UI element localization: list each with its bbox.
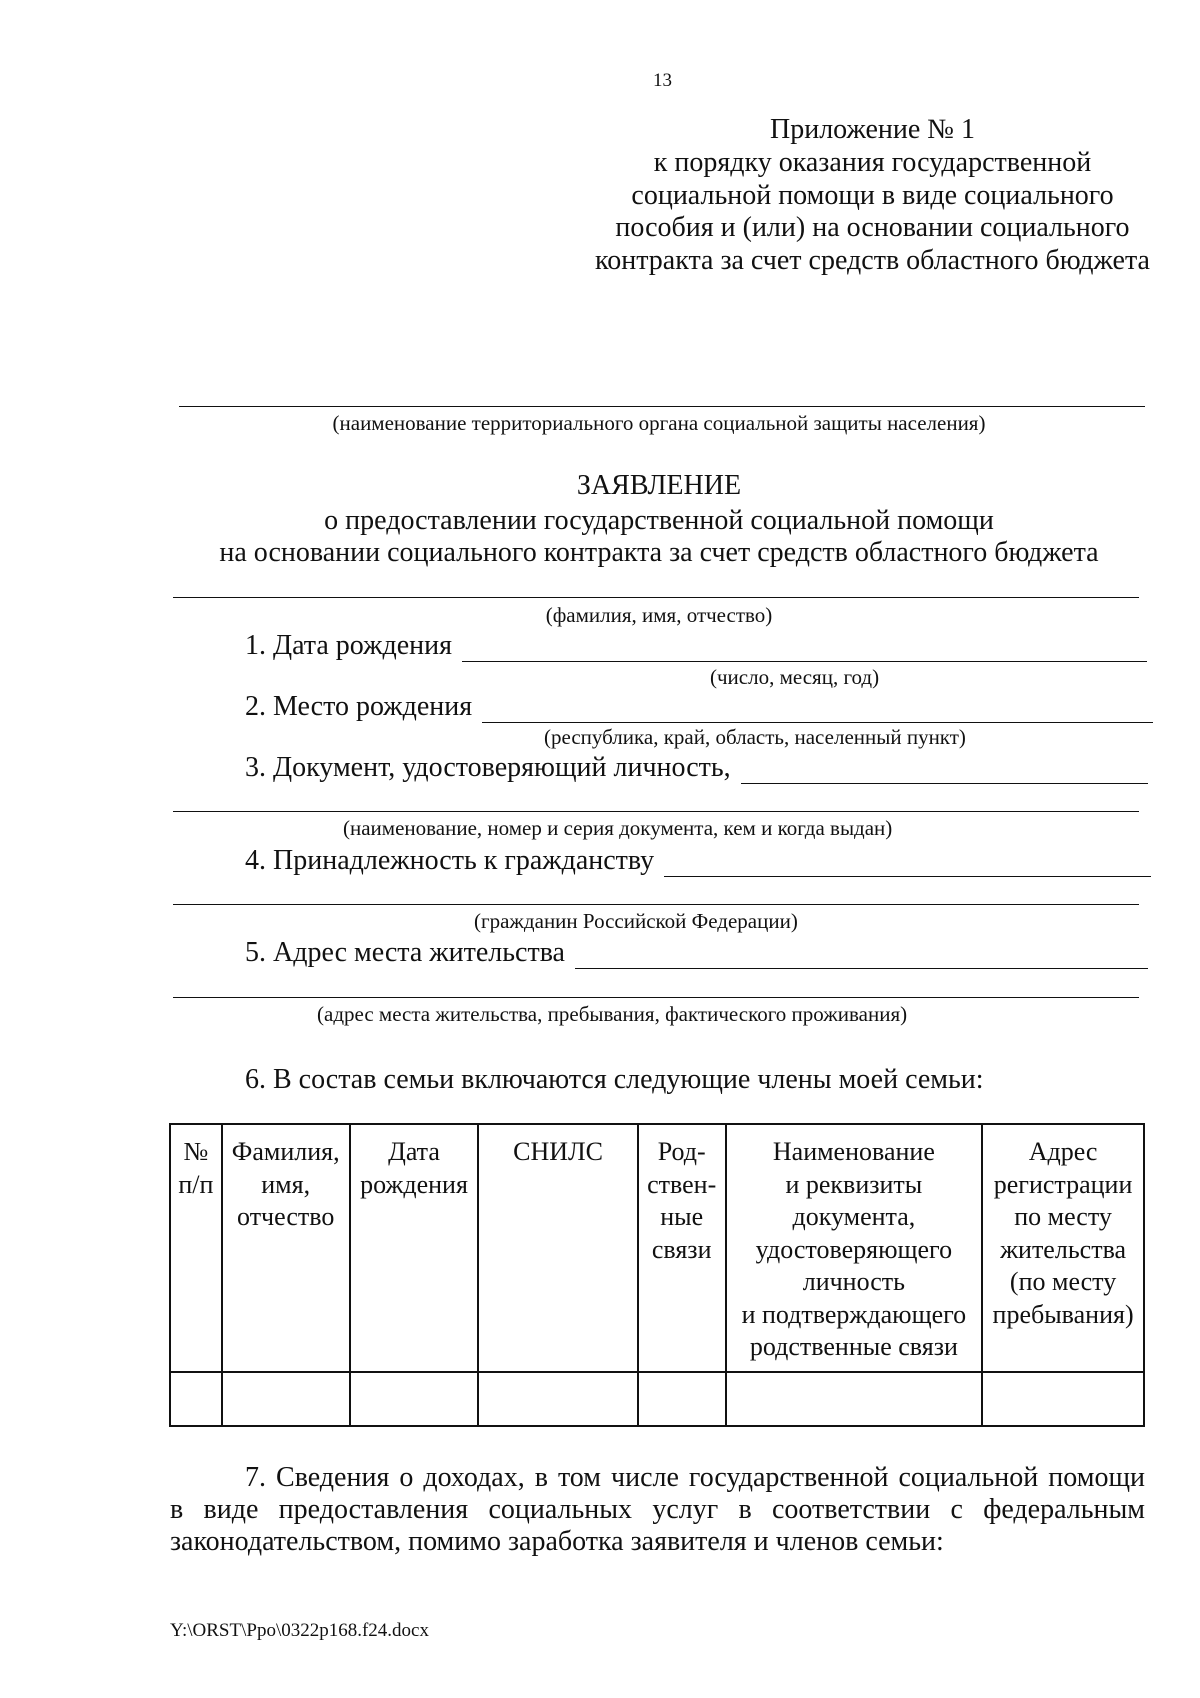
address-input-line-2[interactable] <box>173 997 1139 998</box>
statement-heading: ЗАЯВЛЕНИЕ <box>576 470 742 501</box>
paragraph-line: в виде предоставления социальных услуг в соответствии с федеральным <box>170 1494 1145 1525</box>
family-table <box>169 1123 1145 1427</box>
birth-date-label: 1. Дата рождения <box>245 630 452 661</box>
table-cell[interactable] <box>170 1372 222 1426</box>
table-cell[interactable] <box>478 1372 637 1426</box>
birth-date-caption: (число, месяц, год) <box>710 665 880 689</box>
header-cell-address: Адрес регистрации по месту жительства (по месту пребывания) <box>982 1124 1144 1372</box>
birth-place-input-line[interactable] <box>482 696 1153 723</box>
id-document-field <box>245 752 1148 784</box>
header-cell-relation: Род- ствен- ные связи <box>638 1124 726 1372</box>
table-header-row <box>170 1124 1144 1372</box>
statement-subtitle-2: на основании социального контракта за счет средств областного бюджета <box>219 537 1099 568</box>
organ-name-line[interactable] <box>179 406 1145 407</box>
id-document-caption: (наименование, номер и серия документа, кем и когда выдан) <box>343 816 893 840</box>
family-heading: 6. В состав семьи включаются следующие члены моей семьи: <box>245 1064 984 1095</box>
header-cell-document: Наименование и реквизиты документа, удостоверяющего личность и подтверждающего родственные связи <box>726 1124 983 1372</box>
statement-subtitle-1: о предоставлении государственной социальной помощи <box>324 505 994 536</box>
header-cell-snils: СНИЛС <box>478 1124 637 1372</box>
table-row <box>170 1372 1144 1426</box>
birth-place-label: 2. Место рождения <box>245 691 473 722</box>
appendix-line: к порядку оказания государственной <box>653 146 1092 178</box>
table-cell[interactable] <box>350 1372 479 1426</box>
income-paragraph <box>170 1462 1145 1558</box>
address-input-line[interactable] <box>575 942 1148 969</box>
paragraph-line: 7. Сведения о доходах, в том числе государственной социальной помощи <box>245 1462 1145 1493</box>
birth-place-field <box>245 691 1153 723</box>
address-label: 5. Адрес места жительства <box>245 937 565 968</box>
address-caption: (адрес места жительства, пребывания, фактического проживания) <box>317 1002 908 1026</box>
appendix-line: Приложение № 1 <box>770 114 975 145</box>
id-document-label: 3. Документ, удостоверяющий личность, <box>245 752 731 783</box>
citizenship-label: 4. Принадлежность к гражданству <box>245 845 655 876</box>
page-number: 13 <box>653 70 672 91</box>
citizenship-field <box>245 845 1151 877</box>
header-cell-number: № п/п <box>170 1124 222 1372</box>
header-cell-birth-date: Дата рождения <box>350 1124 479 1372</box>
birth-date-field <box>245 630 1147 662</box>
appendix-block <box>560 114 1185 278</box>
address-field <box>245 937 1148 969</box>
fio-line[interactable] <box>173 597 1139 598</box>
appendix-line: социальной помощи в виде социального <box>631 179 1114 211</box>
citizenship-input-line[interactable] <box>664 850 1151 877</box>
appendix-line: пособия и (или) на основании социального <box>615 212 1130 244</box>
header-cell-fio: Фамилия, имя, отчество <box>222 1124 350 1372</box>
id-document-input-line-2[interactable] <box>173 811 1139 812</box>
appendix-line: контракта за счет средств областного бюджета <box>595 245 1150 277</box>
table-cell[interactable] <box>638 1372 726 1426</box>
paragraph-line: законодательством, помимо заработка заявителя и членов семьи: <box>170 1526 944 1557</box>
footer-file-path: Y:\ORST\Ppo\0322p168.f24.docx <box>170 1620 429 1641</box>
table-cell[interactable] <box>726 1372 983 1426</box>
fio-caption: (фамилия, имя, отчество) <box>545 603 773 627</box>
birth-place-caption: (республика, край, область, населенный пункт) <box>544 725 966 749</box>
table-cell[interactable] <box>982 1372 1144 1426</box>
table-cell[interactable] <box>222 1372 350 1426</box>
id-document-input-line[interactable] <box>741 757 1148 784</box>
organ-caption: (наименование территориального органа социальной защиты населения) <box>332 411 986 435</box>
citizenship-input-line-2[interactable] <box>173 904 1139 905</box>
birth-date-input-line[interactable] <box>462 635 1147 662</box>
citizenship-caption: (гражданин Российской Федерации) <box>474 909 798 933</box>
